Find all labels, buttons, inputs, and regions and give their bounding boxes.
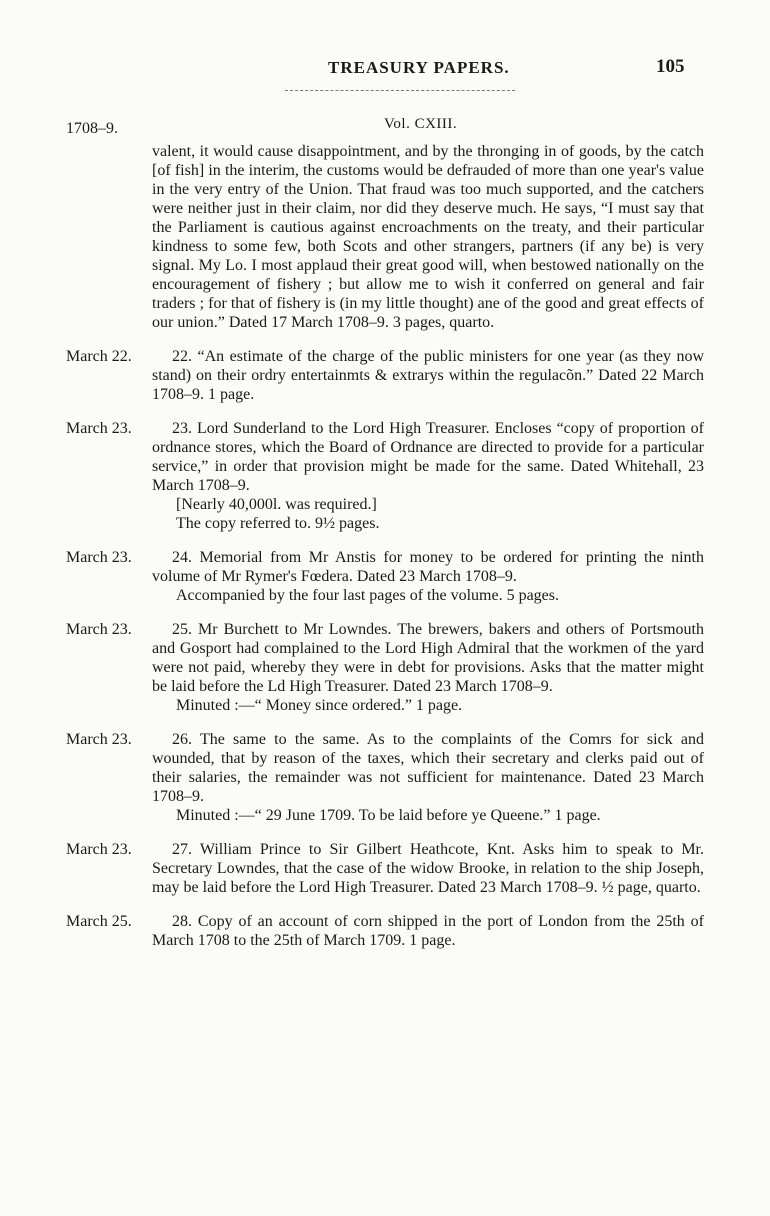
entry-body bbox=[152, 142, 704, 332]
entry-paragraph: 26. The same to the same. As to the complaints of the Comrs for sick and wounded, that by reason of the taxes, which their secretary and clerks paid out of their salaries, the remainder was not sufficient for maintenance. Dated 23 March 1708–9. bbox=[152, 731, 704, 805]
entry-paragraph: 23. Lord Sunderland to the Lord High Treasurer. Encloses “copy of proportion of ordnance stores, which the Board of Ordnance are directed to provide for a particular service,” in order that provision might be made for the same. Dated Whitehall, 23 March 1708–9. bbox=[152, 420, 704, 494]
calendar-entry bbox=[0, 912, 770, 950]
entry-gap bbox=[0, 332, 770, 347]
entry-body bbox=[152, 840, 704, 897]
calendar-entry bbox=[0, 142, 770, 332]
entry-paragraph: 22. “An estimate of the charge of the public ministers for one year (as they now stand) on their ordry entertainmts & extrarys within the regulacõn.” Dated 22 March 1708–9. 1 page. bbox=[152, 348, 704, 403]
calendar-entry bbox=[0, 840, 770, 897]
entry-paragraph: [Nearly 40,000l. was required.] bbox=[176, 496, 377, 513]
entry-date: March 23. bbox=[66, 621, 132, 638]
volume-year: 1708–9. bbox=[66, 120, 118, 137]
entry-paragraph: 27. William Prince to Sir Gilbert Heathcote, Knt. Asks him to speak to Mr. Secretary Lowndes, that the case of the widow Brooke, in relation to the ship Joseph, may be laid before the Lord High Treasurer. Dated 23 March 1708–9. ½ page, quarto. bbox=[152, 841, 704, 896]
entry-paragraph: 25. Mr Burchett to Mr Lowndes. The brewers, bakers and others of Portsmouth and Gosport had complained to the Lord High Admiral that the workmen of the yard were not paid, whereby they were in debt for provisions. Asks that the matter might be laid before the Ld High Treasurer. Dated 23 March 1708–9. bbox=[152, 621, 704, 695]
entry-date: March 22. bbox=[66, 348, 132, 365]
entry-paragraph: Accompanied by the four last pages of the volume. 5 pages. bbox=[176, 587, 559, 604]
entry-gap bbox=[0, 897, 770, 912]
entry-date: March 23. bbox=[66, 420, 132, 437]
running-title: TREASURY PAPERS. bbox=[328, 58, 510, 77]
calendar-entry bbox=[0, 548, 770, 605]
entry-date: March 25. bbox=[66, 913, 132, 930]
volume-label: Vol. CXIII. bbox=[384, 116, 458, 132]
entry-paragraph: Minuted :—“ Money since ordered.” 1 page. bbox=[176, 697, 463, 714]
entry-date: March 23. bbox=[66, 549, 132, 566]
entry-paragraph: valent, it would cause disappointment, and by the thronging in of goods, by the catch [of fish] in the interim, the customs would be defrauded of more than one year's value in the very entry of the Union. That fraud was too much supported, and the catchers were neither just in their claim, nor did they deserve much. He says, “I must say that the Parliament is cautious against encroachments on the treaty, and their particular kindness to some few, both Scots and other strangers, partners (if any be) is very signal. My Lo. I most applaud their great good will, when bestowed nationally on the encouragement of fishery ; but allow me to wish it conferred on general and fair traders ; for that of fishery is (in my little thought) ane of the good and great effects of our union.” Dated 17 March 1708–9. 3 pages, quarto. bbox=[152, 143, 704, 331]
header-rule bbox=[285, 90, 515, 91]
calendar-entries bbox=[0, 142, 770, 950]
entry-body bbox=[152, 548, 704, 605]
entry-gap bbox=[0, 533, 770, 548]
entry-paragraph: 24. Memorial from Mr Anstis for money to be ordered for printing the ninth volume of Mr Rymer's Fœdera. Dated 23 March 1708–9. bbox=[152, 549, 704, 585]
page-number: 105 bbox=[656, 56, 685, 77]
volume-line bbox=[0, 116, 770, 138]
calendar-entry bbox=[0, 620, 770, 715]
entry-paragraph: 28. Copy of an account of corn shipped in the port of London from the 25th of March 1708 to the 25th of March 1709. 1 page. bbox=[152, 913, 704, 949]
calendar-entry bbox=[0, 730, 770, 825]
entry-paragraph: Minuted :—“ 29 June 1709. To be laid before ye Queene.” 1 page. bbox=[176, 807, 601, 824]
calendar-entry bbox=[0, 347, 770, 404]
entry-paragraph: The copy referred to. 9½ pages. bbox=[176, 515, 380, 532]
entry-body bbox=[152, 912, 704, 950]
entry-gap bbox=[0, 715, 770, 730]
entry-body bbox=[152, 419, 704, 533]
entry-gap bbox=[0, 404, 770, 419]
entry-date: March 23. bbox=[66, 841, 132, 858]
running-head bbox=[0, 58, 770, 84]
entry-body bbox=[152, 620, 704, 715]
entry-body bbox=[152, 730, 704, 825]
entry-body bbox=[152, 347, 704, 404]
entry-gap bbox=[0, 825, 770, 840]
calendar-entry bbox=[0, 419, 770, 533]
entry-gap bbox=[0, 605, 770, 620]
entry-date: March 23. bbox=[66, 731, 132, 748]
